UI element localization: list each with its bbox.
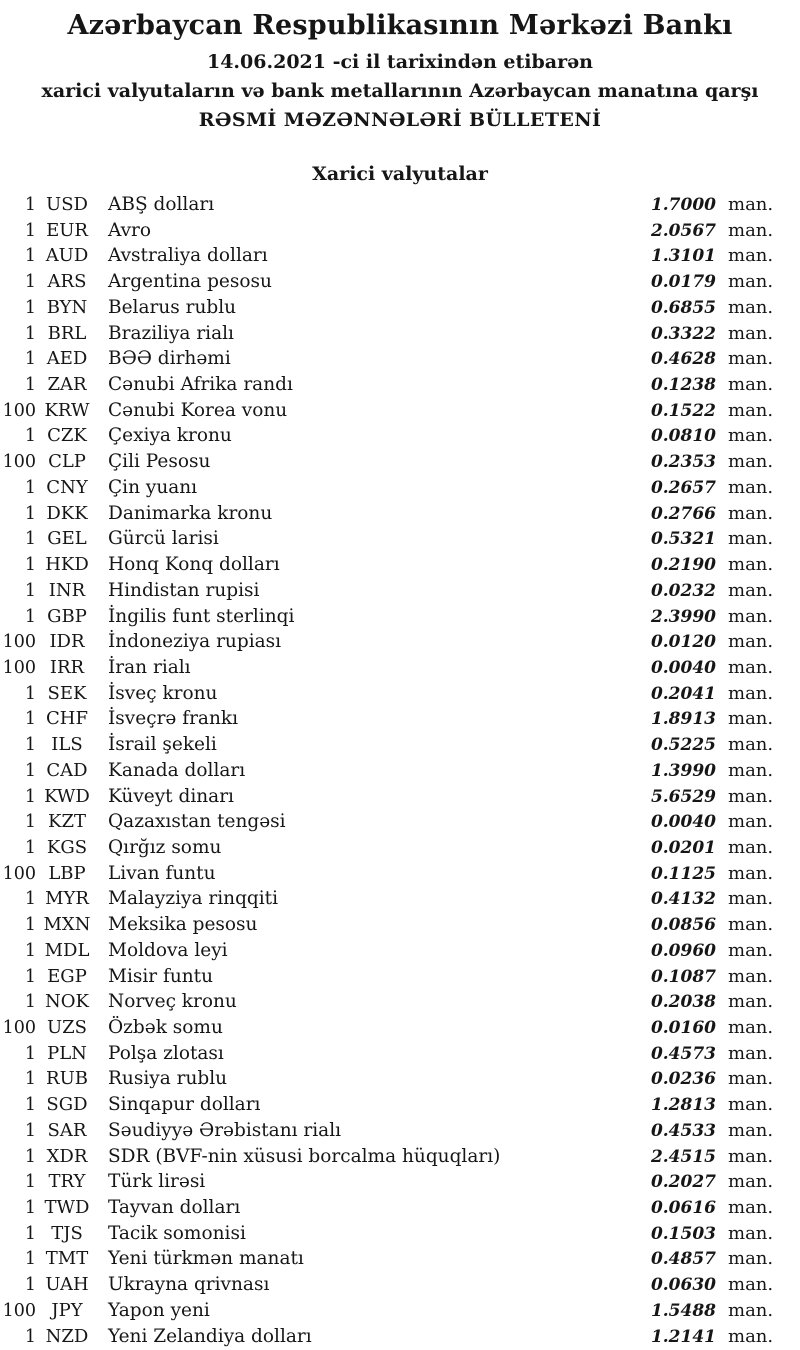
rate-row	[0, 1066, 800, 1092]
rate-value: 0.0160	[650, 1018, 716, 1038]
currency-name: İsveç kronu	[108, 682, 218, 704]
currency-code: INR	[48, 579, 86, 601]
currency-name: Avro	[108, 219, 152, 241]
currency-quantity: 1	[24, 297, 36, 318]
unit-label: man.	[728, 836, 774, 858]
rate-value: 0.6855	[650, 297, 716, 318]
rate-value: 0.1087	[650, 966, 716, 987]
rate-row	[0, 809, 800, 835]
rate-row	[0, 321, 800, 347]
currency-quantity: 1	[24, 915, 36, 936]
unit-label: man.	[728, 1171, 774, 1193]
rate-value: 0.1522	[650, 400, 716, 421]
unit-label: man.	[728, 1299, 774, 1321]
currency-quantity: 1	[24, 529, 36, 550]
currency-name: İsveçrə frankı	[108, 708, 238, 730]
rate-row	[0, 886, 800, 912]
currency-name: BƏƏ dirhəmi	[108, 348, 231, 370]
unit-label: man.	[728, 399, 774, 421]
currency-code: TWD	[44, 1197, 90, 1219]
unit-label: man.	[728, 785, 774, 807]
currency-quantity: 1	[24, 477, 36, 498]
rate-row	[0, 372, 800, 398]
rate-value: 0.2027	[650, 1172, 716, 1193]
currency-quantity: 1	[24, 1120, 36, 1141]
currency-code: XDR	[46, 1145, 88, 1167]
rate-row	[0, 681, 800, 707]
unit-label: man.	[728, 914, 774, 936]
currency-code: PLN	[47, 1042, 87, 1064]
currency-name: Türk lirəsi	[108, 1171, 206, 1193]
currency-quantity: 1	[24, 992, 36, 1013]
currency-quantity: 100	[2, 452, 36, 473]
unit-label: man.	[728, 1248, 774, 1270]
rate-value: 0.2038	[650, 992, 716, 1013]
rate-value: 5.6529	[650, 786, 716, 807]
currency-quantity: 1	[24, 1223, 36, 1244]
rate-row	[0, 989, 800, 1015]
rate-value: 0.2657	[650, 477, 716, 498]
rate-value: 0.0630	[650, 1275, 716, 1296]
rate-row	[0, 938, 800, 964]
currency-quantity: 1	[24, 683, 36, 704]
currency-code: IDR	[49, 631, 85, 653]
currency-name: Braziliya rialı	[108, 322, 234, 344]
rate-value: 0.1125	[650, 863, 716, 884]
rate-row	[0, 655, 800, 681]
currency-code: ILS	[51, 734, 83, 756]
unit-label: man.	[728, 425, 774, 447]
rate-value: 0.0120	[650, 632, 716, 653]
currency-quantity: 100	[2, 1300, 36, 1321]
rate-value: 0.0616	[650, 1198, 716, 1219]
rate-value: 0.2190	[650, 555, 716, 576]
currency-quantity: 1	[24, 709, 36, 730]
unit-label: man.	[728, 1222, 774, 1244]
unit-label: man.	[728, 1197, 774, 1219]
rate-value: 1.3101	[650, 246, 716, 267]
currency-quantity: 1	[24, 786, 36, 807]
unit-label: man.	[728, 554, 774, 576]
rate-value: 2.4515	[650, 1146, 716, 1167]
unit-label: man.	[728, 682, 774, 704]
currency-quantity: 1	[24, 195, 36, 215]
rate-value: 1.5488	[650, 1300, 716, 1321]
currency-quantity: 1	[24, 889, 36, 910]
currency-quantity: 1	[24, 1198, 36, 1219]
rate-value: 1.8913	[650, 709, 716, 730]
rate-value: 1.2813	[650, 1095, 716, 1116]
currency-code: KWD	[44, 785, 90, 807]
rate-value: 0.0960	[650, 940, 716, 961]
currency-code: CAD	[46, 759, 88, 781]
currency-quantity: 100	[2, 863, 36, 884]
rate-value: 0.0856	[650, 915, 716, 936]
currency-code: MDL	[44, 939, 90, 961]
unit-label: man.	[728, 476, 774, 498]
currency-name: Ukrayna qrivnası	[108, 1274, 270, 1296]
rate-row	[0, 578, 800, 604]
currency-code: CHF	[46, 708, 88, 730]
unit-label: man.	[728, 811, 774, 833]
rate-row	[0, 784, 800, 810]
rate-row	[0, 732, 800, 758]
rate-row	[0, 192, 800, 218]
currency-code: LBP	[48, 862, 86, 884]
rate-row	[0, 552, 800, 578]
currency-code: SGD	[46, 1094, 88, 1116]
rate-row	[0, 1221, 800, 1247]
currency-code: KGS	[46, 836, 88, 858]
unit-label: man.	[728, 888, 774, 910]
currency-name: Rusiya rublu	[108, 1068, 228, 1090]
currency-quantity: 100	[2, 632, 36, 653]
currency-code: UZS	[46, 1017, 87, 1038]
currency-code: ARS	[47, 271, 87, 293]
unit-label: man.	[728, 219, 774, 241]
rate-value: 0.0232	[650, 580, 716, 601]
effective-date-line: 14.06.2021 -ci il tarixindən etibarən	[206, 51, 593, 73]
rate-value: 2.0567	[650, 220, 716, 241]
currency-quantity: 1	[24, 1172, 36, 1193]
rate-row	[0, 423, 800, 449]
unit-label: man.	[728, 759, 774, 781]
unit-label: man.	[728, 939, 774, 961]
currency-code: TRY	[48, 1171, 86, 1193]
unit-label: man.	[728, 245, 774, 267]
currency-code: HKD	[45, 554, 89, 576]
rate-value: 0.0040	[650, 812, 716, 833]
section-title-foreign-currencies: Xarici valyutalar	[312, 163, 488, 185]
rate-row	[0, 629, 800, 655]
currency-code: NZD	[45, 1325, 89, 1347]
currency-quantity: 1	[24, 1249, 36, 1270]
rate-row	[0, 1041, 800, 1067]
rate-row	[0, 861, 800, 887]
currency-name: Argentina pesosu	[108, 271, 272, 293]
rate-value: 0.4573	[650, 1043, 716, 1064]
unit-label: man.	[728, 1094, 774, 1116]
currency-name: Honq Konq dolları	[108, 554, 280, 576]
unit-label: man.	[728, 502, 774, 524]
currency-quantity: 1	[24, 1146, 36, 1167]
rate-row	[0, 243, 800, 269]
unit-label: man.	[728, 194, 774, 215]
currency-quantity: 1	[24, 1095, 36, 1116]
scope-line: xarici valyutaların və bank metallarının Azərbaycan manatına qarşı	[41, 80, 759, 102]
rate-value: 1.2141	[650, 1326, 716, 1347]
currency-name: Moldova leyi	[108, 939, 228, 961]
currency-quantity: 1	[24, 220, 36, 241]
currency-name: Tayvan dolları	[108, 1197, 241, 1219]
currency-quantity: 1	[24, 555, 36, 576]
unit-label: man.	[728, 862, 774, 884]
currency-name: İran rialı	[108, 656, 191, 678]
currency-name: Misir funtu	[108, 965, 214, 987]
currency-name: Yapon yeni	[108, 1299, 210, 1321]
unit-label: man.	[728, 1068, 774, 1090]
currency-name: Çili Pesosu	[108, 451, 211, 473]
currency-name: Yeni Zelandiya dolları	[108, 1325, 312, 1347]
unit-label: man.	[728, 991, 774, 1013]
unit-label: man.	[728, 271, 774, 293]
currency-code: MYR	[45, 888, 89, 910]
currency-code: UAH	[45, 1274, 89, 1296]
currency-code: KZT	[48, 811, 86, 833]
currency-name: Malayziya rinqqiti	[108, 888, 279, 910]
currency-name: Çin yuanı	[108, 476, 198, 498]
currency-name: Hindistan rupisi	[108, 579, 260, 601]
currency-code: TJS	[51, 1222, 83, 1244]
currency-name: Meksika pesosu	[108, 914, 258, 936]
rate-row	[0, 398, 800, 424]
currency-name: Polşa zlotası	[108, 1042, 224, 1064]
rate-row	[0, 912, 800, 938]
currency-quantity: 1	[24, 426, 36, 447]
currency-quantity: 1	[24, 966, 36, 987]
rate-value: 0.2766	[650, 503, 716, 524]
currency-code: CZK	[47, 425, 87, 447]
rate-value: 2.3990	[650, 606, 716, 627]
unit-label: man.	[728, 348, 774, 370]
currency-code: CLP	[48, 451, 86, 473]
currency-quantity: 1	[24, 1326, 36, 1347]
currency-name: Qırğız somu	[108, 836, 222, 858]
currency-code: NOK	[45, 991, 89, 1013]
rate-row	[0, 1015, 800, 1041]
rate-value: 1.7000	[650, 195, 716, 215]
rate-row	[0, 706, 800, 732]
rate-value: 0.3322	[650, 323, 716, 344]
currency-name: İndoneziya rupiası	[108, 631, 282, 653]
unit-label: man.	[728, 1017, 774, 1038]
unit-label: man.	[728, 528, 774, 550]
bulletin-title: RƏSMİ MƏZƏNNƏLƏRİ BÜLLETENİ	[198, 109, 602, 131]
rate-value: 0.2041	[650, 683, 716, 704]
rate-row	[0, 758, 800, 784]
unit-label: man.	[728, 605, 774, 627]
currency-name: Küveyt dinarı	[108, 785, 234, 807]
rate-value: 0.0236	[650, 1069, 716, 1090]
rate-row	[0, 1118, 800, 1144]
currency-code: JPY	[51, 1299, 83, 1321]
currency-quantity: 1	[24, 812, 36, 833]
rate-value: 0.4533	[650, 1120, 716, 1141]
rate-value: 0.0810	[650, 426, 716, 447]
currency-code: AUD	[45, 245, 89, 267]
unit-label: man.	[728, 734, 774, 756]
currency-name: Danimarka kronu	[108, 502, 273, 524]
rate-value: 0.4628	[650, 349, 716, 370]
currency-name: İsrail şekeli	[108, 734, 217, 756]
rate-row	[0, 1298, 800, 1324]
currency-quantity: 1	[24, 1069, 36, 1090]
rate-value: 1.3990	[650, 760, 716, 781]
rate-row	[0, 1092, 800, 1118]
currency-code: DKK	[46, 502, 88, 524]
currency-name: ABŞ dolları	[108, 194, 215, 215]
currency-name: Cənubi Afrika randı	[108, 374, 293, 396]
rate-value: 0.1238	[650, 375, 716, 396]
rate-row	[0, 964, 800, 990]
rate-value: 0.5225	[650, 735, 716, 756]
currency-quantity: 100	[2, 657, 36, 678]
currency-quantity: 1	[24, 735, 36, 756]
unit-label: man.	[728, 708, 774, 730]
rate-row	[0, 526, 800, 552]
rate-row	[0, 835, 800, 861]
currency-name: Avstraliya dolları	[108, 245, 268, 267]
rate-row	[0, 604, 800, 630]
rate-value: 0.4132	[650, 889, 716, 910]
currency-name: Çexiya kronu	[108, 425, 232, 447]
unit-label: man.	[728, 1042, 774, 1064]
currency-name: Özbək somu	[108, 1017, 223, 1038]
currency-quantity: 1	[24, 246, 36, 267]
currency-name: Belarus rublu	[108, 296, 237, 318]
rate-value: 0.2353	[650, 452, 716, 473]
unit-label: man.	[728, 965, 774, 987]
unit-label: man.	[728, 296, 774, 318]
currency-name: Yeni türkmən manatı	[108, 1248, 304, 1270]
unit-label: man.	[728, 631, 774, 653]
currency-quantity: 1	[24, 349, 36, 370]
currency-quantity: 1	[24, 323, 36, 344]
currency-code: KRW	[44, 399, 90, 421]
currency-name: SDR (BVF-nin xüsusi borcalma hüquqları)	[108, 1145, 501, 1167]
unit-label: man.	[728, 1325, 774, 1347]
rate-value: 0.5321	[650, 529, 716, 550]
currency-code: CNY	[46, 476, 88, 498]
currency-code: GEL	[47, 528, 87, 550]
currency-name: Tacik somonisi	[108, 1222, 246, 1244]
rate-value: 0.1503	[650, 1223, 716, 1244]
currency-name: Səudiyyə Ərəbistanı rialı	[108, 1119, 342, 1141]
rate-row	[0, 449, 800, 475]
currency-name: Cənubi Korea vonu	[108, 399, 288, 421]
currency-name: Gürcü larisi	[108, 528, 219, 550]
bulletin-header	[0, 0, 800, 132]
currency-quantity: 100	[2, 400, 36, 421]
currency-code: SAR	[47, 1119, 87, 1141]
unit-label: man.	[728, 656, 774, 678]
currency-name: İngilis funt sterlinqi	[108, 605, 295, 627]
bank-title: Azərbaycan Respublikasının Mərkəzi Bankı	[67, 10, 733, 41]
unit-label: man.	[728, 1119, 774, 1141]
currency-quantity: 1	[24, 940, 36, 961]
rate-row	[0, 1324, 800, 1350]
currency-quantity: 1	[24, 272, 36, 293]
rate-row	[0, 295, 800, 321]
rate-value: 0.0040	[650, 657, 716, 678]
currency-code: EGP	[47, 965, 87, 987]
unit-label: man.	[728, 1145, 774, 1167]
currency-quantity: 1	[24, 580, 36, 601]
currency-name: Sinqapur dolları	[108, 1094, 261, 1116]
currency-code: GBP	[47, 605, 87, 627]
rate-value: 0.4857	[650, 1249, 716, 1270]
currency-quantity: 1	[24, 375, 36, 396]
unit-label: man.	[728, 579, 774, 601]
currency-code: BYN	[46, 296, 88, 318]
currency-quantity: 1	[24, 1275, 36, 1296]
currency-quantity: 1	[24, 503, 36, 524]
currency-name: Livan funtu	[108, 862, 216, 884]
currency-code: USD	[46, 194, 88, 215]
rate-row	[0, 269, 800, 295]
currency-name: Kanada dolları	[108, 759, 246, 781]
currency-quantity: 100	[2, 1018, 36, 1038]
currency-code: TMT	[45, 1248, 89, 1270]
rate-row	[0, 1272, 800, 1298]
currency-name: Norveç kronu	[108, 991, 237, 1013]
currency-code: ZAR	[47, 374, 87, 396]
rate-value: 0.0201	[650, 837, 716, 858]
currency-code: IRR	[49, 656, 85, 678]
unit-label: man.	[728, 322, 774, 344]
rate-row	[0, 1195, 800, 1221]
currency-code: MXN	[43, 914, 91, 936]
currency-code: SEK	[47, 682, 87, 704]
currency-code: AED	[46, 348, 88, 370]
currency-quantity: 1	[24, 837, 36, 858]
unit-label: man.	[728, 1274, 774, 1296]
exchange-rates-table	[0, 192, 800, 1349]
currency-code: RUB	[46, 1068, 88, 1090]
rate-value: 0.0179	[650, 272, 716, 293]
currency-code: EUR	[46, 219, 88, 241]
currency-quantity: 1	[24, 1043, 36, 1064]
currency-code: BRL	[47, 322, 87, 344]
rate-row	[0, 346, 800, 372]
currency-quantity: 1	[24, 606, 36, 627]
rate-row	[0, 475, 800, 501]
rate-row	[0, 1144, 800, 1170]
rate-row	[0, 501, 800, 527]
unit-label: man.	[728, 451, 774, 473]
rate-row	[0, 218, 800, 244]
currency-name: Qazaxıstan tengəsi	[108, 811, 286, 833]
currency-quantity: 1	[24, 760, 36, 781]
rate-row	[0, 1169, 800, 1195]
rate-row	[0, 1246, 800, 1272]
unit-label: man.	[728, 374, 774, 396]
